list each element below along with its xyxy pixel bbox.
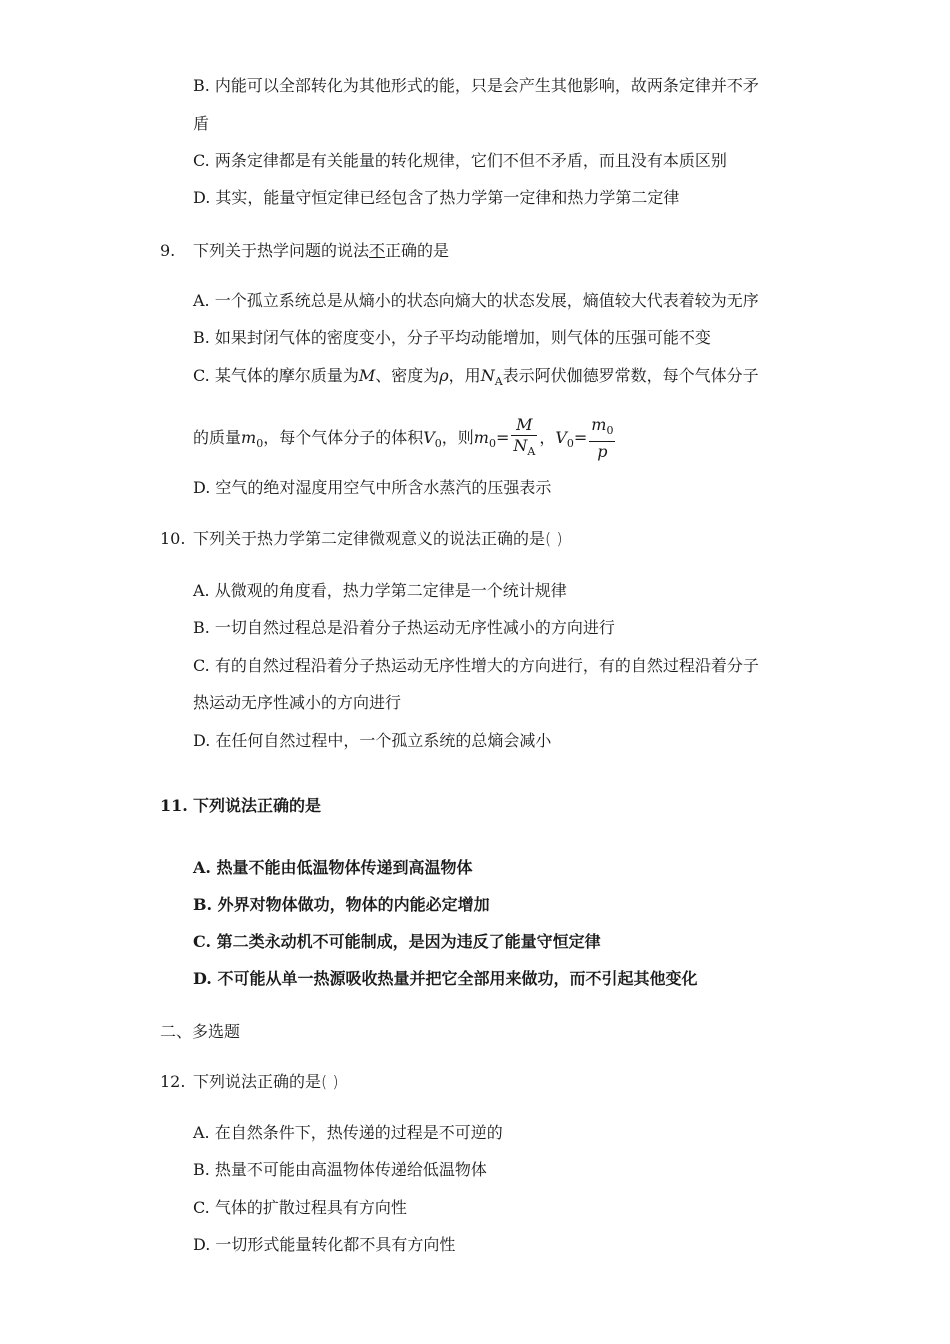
q9-c-avogadro-symbol: $N_A$	[480, 366, 503, 388]
q12-stem-text: 下列说法正确的是	[193, 1072, 322, 1091]
q10-option-a: A. 从微观的角度看，热力学第二定律是一个统计规律	[193, 581, 567, 600]
q9-c-text2: 、密度为	[375, 366, 440, 385]
q12-stem	[160, 1071, 339, 1093]
q11-stem	[160, 795, 321, 817]
q12-option-b: B. 热量不可能由高温物体传递给低温物体	[193, 1160, 487, 1179]
q8-option-b-line1: B. 内能可以全部转化为其他形式的能，只是会产生其他影响，故两条定律并不矛	[193, 76, 759, 95]
q9-c2-text2: ，每个气体分子的体积	[263, 428, 424, 447]
q8-option-c: C. 两条定律都是有关能量的转化规律，它们不但不矛盾，而且没有本质区别	[193, 151, 727, 170]
q9-c2-formula1-fraction: $\frac{M}{N_A}$	[513, 415, 536, 458]
q12-answer-blank: ( )	[321, 1072, 339, 1091]
q9-option-a: A. 一个孤立系统总是从熵小的状态向熵大的状态发展，熵值较大代表着较为无序	[193, 291, 759, 310]
q9-c-molar-mass-symbol: M	[358, 366, 376, 385]
q9-c2-formula1-lhs: $m_0$	[473, 428, 496, 450]
q9-c2-volume-symbol: $V_0$	[423, 428, 442, 450]
q9-c-text4: 表示阿伏伽德罗常数，每个气体分子	[502, 366, 759, 385]
q9-c2-text3: ，则	[441, 428, 474, 447]
q11-number: 11.	[160, 796, 188, 815]
q10-number: 10.	[160, 529, 186, 548]
q10-stem-text: 下列关于热力学第二定律微观意义的说法正确的是	[193, 529, 546, 548]
q9-c2-formula2-eq: =	[573, 428, 588, 447]
q9-c2-formula2-fraction: $\frac{m_0}{p}$	[591, 415, 614, 461]
q12-option-c: C. 气体的扩散过程具有方向性	[193, 1198, 407, 1217]
q9-c-text1: C. 某气体的摩尔质量为	[193, 366, 359, 385]
q9-c2-formula1-eq: =	[495, 428, 510, 447]
q9-c2-mass-symbol: $m_0$	[241, 428, 264, 450]
q9-c2-formula2-lhs: $V_0$	[555, 428, 574, 450]
q9-stem-pre: 下列关于热学问题的说法	[193, 241, 370, 260]
q11-stem-text: 下列说法正确的是	[193, 796, 322, 815]
q10-stem	[160, 528, 563, 550]
q9-option-b: B. 如果封闭气体的密度变小，分子平均动能增加，则气体的压强可能不变	[193, 328, 711, 347]
q11-option-b: B. 外界对物体做功，物体的内能必定增加	[193, 895, 490, 914]
q10-option-c-line2: 热运动无序性减小的方向进行	[193, 693, 402, 712]
q8-option-d: D. 其实，能量守恒定律已经包含了热力学第一定律和热力学第二定律	[193, 188, 680, 207]
q12-option-d: D. 一切形式能量转化都不具有方向性	[193, 1235, 456, 1254]
section-heading-multiple-choice: 二、多选题	[160, 1022, 241, 1041]
q9-stem-post: 正确的是	[385, 241, 450, 260]
q9-c-density-symbol: ρ	[439, 366, 449, 385]
q9-c2-text1: 的质量	[193, 428, 242, 447]
q10-option-c-line1: C. 有的自然过程沿着分子热运动无序性增大的方向进行，有的自然过程沿着分子	[193, 656, 759, 675]
q11-option-d: D. 不可能从单一热源吸收热量并把它全部用来做功，而不引起其他变化	[193, 969, 698, 988]
q9-number: 9.	[160, 241, 176, 260]
q9-stem-underlined: 不	[369, 241, 386, 260]
q12-option-a: A. 在自然条件下，热传递的过程是不可逆的	[193, 1123, 503, 1142]
q10-option-b: B. 一切自然过程总是沿着分子热运动无序性减小的方向进行	[193, 618, 615, 637]
q8-option-b-line2: 盾	[193, 114, 210, 133]
q9-c-text3: ，用	[448, 366, 481, 385]
q11-option-a: A. 热量不能由低温物体传递到高温物体	[193, 858, 473, 877]
q9-option-d: D. 空气的绝对湿度用空气中所含水蒸汽的压强表示	[193, 478, 552, 497]
q9-stem	[160, 240, 449, 262]
q10-option-d: D. 在任何自然过程中，一个孤立系统的总熵会减小	[193, 731, 552, 750]
q9-option-c-line1	[193, 365, 759, 393]
q10-answer-blank: ( )	[545, 529, 563, 548]
q9-option-c-line2	[193, 415, 617, 467]
q12-number: 12.	[160, 1072, 186, 1091]
q11-option-c: C. 第二类永动机不可能制成，是因为违反了能量守恒定律	[193, 932, 601, 951]
q9-c2-separator: ，	[539, 428, 556, 447]
